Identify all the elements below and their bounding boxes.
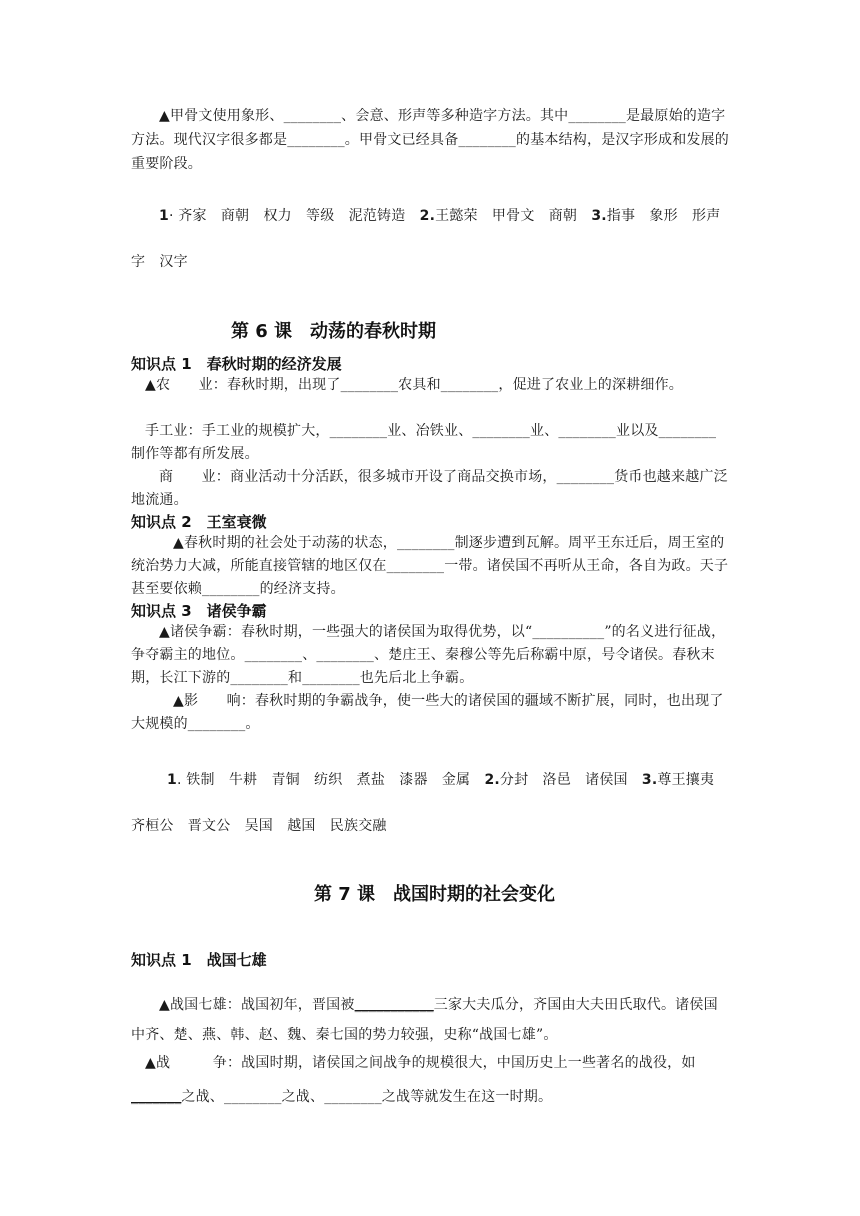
seven-states-blank: ___________ [354, 997, 434, 1013]
answer6-num-2: 2. [484, 772, 500, 788]
lesson6-k2-para: ▲春秋时期的社会处于动荡的状态，________制逐步遭到瓦解。周平王东迁后，周王室的统治势力大减，所能直接管辖的地区仅在________一带。诸侯国不再听从王命，各自为政。天子甚至要依赖________的经济支持。 [131, 535, 729, 597]
lesson6-k3-heading: 知识点 3 诸侯争霸 [131, 602, 267, 620]
lesson6-k3-hegemony: ▲诸侯争霸：春秋时期，一些强大的诸侯国为取得优势，以“__________”的名义进行征战，争夺霸主的地位。________、________、楚庄王、秦穆公等先后称霸中原，号令诸侯。春秋末期，长江下游的________和________也先后北上争霸。 [131, 624, 726, 686]
wars-blank: _______ [131, 1089, 182, 1105]
lesson6-k1-heading: 知识点 1 春秋时期的经济发展 [131, 355, 342, 373]
answer-num-1: 1 [159, 208, 169, 224]
answer6-text-2: 分封 洛邑 诸侯国 [499, 772, 642, 788]
lesson6-k1-handicraft: 手工业：手工业的规模扩大，________业、冶铁业、________业、________业以及________制作等都有所发展。 [131, 423, 717, 462]
seven-states-text-a: ▲战国七雄：战国初年，晋国被 [159, 997, 355, 1013]
lesson6-k1-commerce: 商 业：商业活动十分活跃，很多城市开设了商品交换市场，________货币也越来越广泛地流通。 [131, 469, 728, 508]
wars-text-b: 之战、________之战、________之战等就发生在这一时期。 [181, 1089, 553, 1105]
answer-text-1: · 齐家 商朝 权力 等级 泥范铸造 [168, 208, 420, 224]
lesson6-k1-agriculture: ▲农 业：春秋时期，出现了________农具和________，促进了农业上的深耕细作。 [145, 377, 683, 393]
lesson6-title: 第 6 课 动荡的春秋时期 [231, 321, 437, 342]
answer-text-2: 王懿荣 甲骨文 商朝 [435, 208, 592, 224]
oracle-bone-paragraph [131, 104, 729, 176]
oracle-bone-text: ▲甲骨文使用象形、________、会意、形声等多种造字方法。其中________是最原始的造字方法。现代汉字很多都是________。甲骨文已经具备________的基本结构，是汉字形成和发展的重要阶段。 [131, 108, 729, 172]
answers-lesson6 [131, 757, 731, 849]
lesson6-k2-heading: 知识点 2 王室衰微 [131, 513, 267, 531]
lesson7-title: 第 7 课 战国时期的社会变化 [314, 884, 556, 905]
lesson7-k1-heading: 知识点 1 战国七雄 [131, 951, 267, 969]
wars-text-a: ▲战 争：战国时期，诸侯国之间战争的规模很大，中国历史上一些著名的战役，如 [145, 1055, 696, 1071]
answer-num-2: 2. [419, 208, 436, 224]
lesson7-k1-seven-states [131, 990, 729, 1050]
answer-num-3: 3. [591, 208, 607, 224]
answer6-text-1: . 铁制 牛耕 青铜 纺织 煮盐 漆器 金属 [176, 772, 485, 788]
answer-text-3: 指事 象形 形声字 汉字 [131, 208, 721, 270]
lesson6-k3-impact: ▲影 响：春秋时期的争霸战争，使一些大的诸侯国的疆域不断扩展，同时，也出现了大规模的________。 [131, 693, 724, 732]
seven-states-text-b: 三家大夫瓜分，齐国由大夫田氏取代。诸侯国中齐、楚、燕、韩、赵、魏、秦七国的势力较强，史称“战国七雄”。 [131, 997, 718, 1043]
answer6-num-1: 1 [167, 772, 177, 788]
answer6-text-3: 尊王攘夷 齐桓公 晋文公 吴国 越国 民族交融 [131, 772, 729, 834]
answers-lesson5 [131, 193, 731, 285]
answer6-num-3: 3. [641, 772, 658, 788]
lesson7-k1-wars [131, 1046, 729, 1114]
